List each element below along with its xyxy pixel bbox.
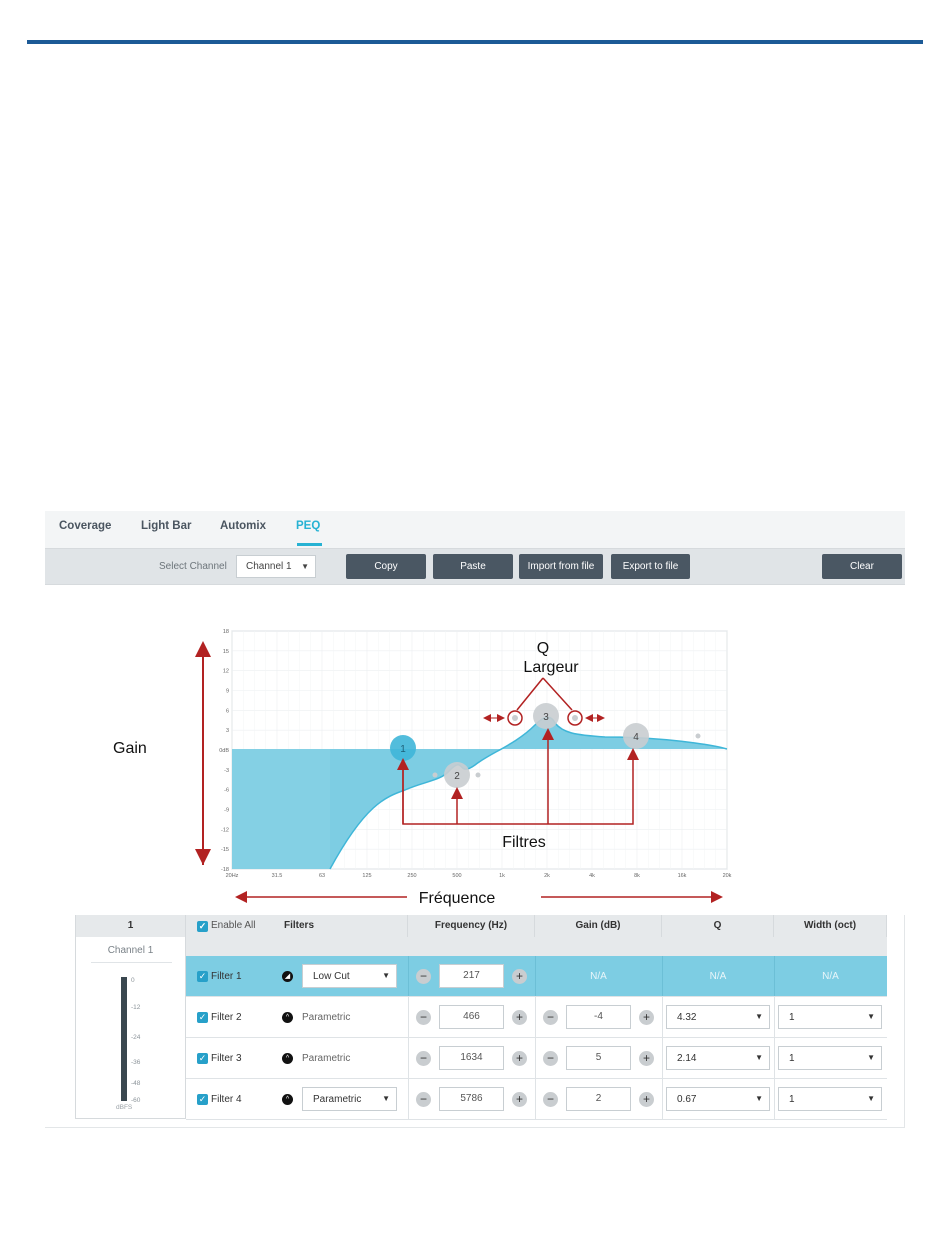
q-handle-3-left[interactable] — [512, 715, 518, 721]
filter-node-4-label: 4 — [633, 732, 639, 743]
channel-divider — [91, 962, 172, 963]
filters-header-cell — [186, 915, 408, 937]
freq-2-minus-button[interactable]: − — [416, 1010, 431, 1025]
width-1-na: N/A — [822, 971, 839, 982]
clear-button[interactable]: Clear — [822, 554, 902, 579]
filter-node-1-label: 1 — [400, 744, 406, 755]
q-header: Q — [662, 915, 774, 937]
level-meter — [121, 977, 127, 1101]
x-tick-label: 20Hz — [225, 873, 239, 879]
toolbar — [45, 548, 905, 585]
gain-3-input[interactable]: 5 — [566, 1046, 631, 1070]
x-tick-label: 20k — [722, 873, 732, 879]
gain-3-minus-button[interactable]: − — [543, 1051, 558, 1066]
meter-tick-48: -48 — [131, 1080, 141, 1087]
filtres-annotation: Filtres — [502, 834, 546, 851]
y-tick-label: 6 — [225, 708, 229, 715]
paste-button[interactable]: Paste — [433, 554, 513, 579]
y-tick-label: -18 — [221, 867, 229, 873]
cell-divider — [408, 997, 409, 1037]
active-tab-indicator — [297, 543, 322, 546]
header-rule — [27, 40, 923, 44]
x-tick-label: 8k — [634, 873, 640, 879]
parametric-icon: ^ — [282, 1094, 293, 1105]
cell-divider — [535, 1038, 536, 1078]
width-3-value: 1 — [789, 1053, 795, 1064]
table-spacer-row — [186, 937, 887, 956]
freq-3-input[interactable]: 1634 — [439, 1046, 504, 1070]
parametric-icon: ^ — [282, 1053, 293, 1064]
x-tick-label: 500 — [452, 873, 462, 879]
q-annotation: Q — [536, 640, 550, 657]
q-3-value: 2.14 — [677, 1053, 697, 1064]
y-tick-label: -6 — [224, 787, 229, 794]
chevron-down-icon: ▼ — [301, 562, 309, 571]
cell-divider — [774, 1038, 775, 1078]
frequency-header: Frequency (Hz) — [408, 915, 535, 937]
gain-2-input[interactable]: -4 — [566, 1005, 631, 1029]
filter-3-checkbox[interactable]: ✓ — [198, 1053, 207, 1063]
y-tick-label: -9 — [224, 807, 229, 814]
enable-all-label: Enable All — [211, 920, 256, 931]
y-tick-label: -3 — [224, 767, 229, 774]
q-1-na: N/A — [709, 971, 727, 982]
cell-divider — [408, 1038, 409, 1078]
y-tick-label: 0dB — [219, 748, 229, 754]
chevron-down-icon: ▼ — [382, 971, 390, 980]
y-tick-label: 18 — [222, 629, 229, 635]
x-axis-ticks — [226, 873, 732, 879]
filter-2-type: Parametric — [302, 1012, 351, 1023]
x-tick-label: 250 — [407, 873, 417, 879]
tab-peq[interactable]: PEQ — [296, 520, 321, 532]
y-tick-label: 9 — [225, 688, 229, 695]
q-3-select[interactable] — [666, 1046, 770, 1070]
filter-row-1[interactable] — [186, 956, 887, 997]
x-tick-label: 4k — [589, 873, 595, 879]
freq-4-plus-button[interactable]: + — [512, 1092, 527, 1107]
gain-4-plus-button[interactable]: + — [639, 1092, 654, 1107]
width-4-select[interactable] — [778, 1087, 882, 1111]
gain-1-na: N/A — [590, 971, 607, 982]
cell-divider — [408, 956, 409, 996]
freq-2-input[interactable]: 466 — [439, 1005, 504, 1029]
freq-3-plus-button[interactable]: + — [512, 1051, 527, 1066]
chevron-down-icon: ▼ — [755, 1053, 763, 1062]
filter-3-name: Filter 3 — [211, 1053, 242, 1064]
gain-4-input[interactable]: 2 — [566, 1087, 631, 1111]
gain-annotation: Gain — [113, 740, 147, 757]
cell-divider — [774, 997, 775, 1037]
meter-unit: dBFS — [116, 1104, 133, 1111]
cell-divider — [535, 1079, 536, 1119]
freq-2-plus-button[interactable]: + — [512, 1010, 527, 1025]
y-tick-label: -12 — [221, 827, 229, 834]
gain-4-minus-button[interactable]: − — [543, 1092, 558, 1107]
width-3-select[interactable] — [778, 1046, 882, 1070]
filter-1-checkbox[interactable]: ✓ — [198, 971, 207, 981]
width-header: Width (oct) — [774, 915, 887, 937]
copy-button[interactable]: Copy — [346, 554, 426, 579]
cell-divider — [662, 1079, 663, 1119]
gain-2-minus-button[interactable]: − — [543, 1010, 558, 1025]
width-4-value: 1 — [789, 1094, 795, 1105]
x-tick-label: 1k — [499, 873, 505, 879]
chevron-down-icon: ▼ — [755, 1094, 763, 1103]
chevron-down-icon: ▼ — [755, 1012, 763, 1021]
freq-1-minus-button[interactable]: − — [416, 969, 431, 984]
width-2-select[interactable] — [778, 1005, 882, 1029]
filter-row-2[interactable] — [186, 997, 887, 1038]
filter-4-type-select[interactable] — [302, 1087, 397, 1111]
cell-divider — [662, 1038, 663, 1078]
filter-1-name: Filter 1 — [211, 971, 242, 982]
q-handle-3-right[interactable] — [572, 715, 578, 721]
channel-number-header: 1 — [75, 915, 186, 937]
channel-meter-panel — [75, 937, 186, 1119]
q-4-select[interactable] — [666, 1087, 770, 1111]
export-button[interactable]: Export to file — [611, 554, 690, 579]
largeur-annotation: Largeur — [523, 659, 579, 676]
filter-1-type-select[interactable] — [302, 964, 397, 988]
meter-tick-0: 0 — [131, 977, 135, 984]
parametric-icon: ^ — [282, 1012, 293, 1023]
chevron-down-icon: ▼ — [382, 1094, 390, 1103]
tab-automix[interactable]: Automix — [220, 520, 266, 532]
q-2-value: 4.32 — [677, 1012, 697, 1023]
select-channel-label: Select Channel — [159, 561, 227, 572]
q-handle-4-right[interactable] — [696, 734, 701, 739]
x-tick-label: 31.5 — [271, 873, 283, 879]
gain-2-plus-button[interactable]: + — [639, 1010, 654, 1025]
x-tick-label: 63 — [318, 873, 326, 879]
cell-divider — [535, 997, 536, 1037]
filter-row-4[interactable] — [186, 1079, 887, 1120]
filter-2-name: Filter 2 — [211, 1012, 242, 1023]
freq-3-minus-button[interactable]: − — [416, 1051, 431, 1066]
chevron-down-icon: ▼ — [867, 1012, 875, 1021]
y-axis-ticks — [219, 629, 229, 873]
filter-node-2-label: 2 — [454, 771, 460, 782]
tab-bar — [45, 511, 905, 548]
x-tick-label: 2k — [544, 873, 550, 879]
gain-3-plus-button[interactable]: + — [639, 1051, 654, 1066]
freq-1-plus-button[interactable]: + — [512, 969, 527, 984]
filter-table — [75, 915, 887, 1119]
filter-4-checkbox[interactable]: ✓ — [198, 1094, 207, 1104]
x-tick-label: 125 — [362, 873, 372, 879]
enable-all-checkbox[interactable]: ✓ — [198, 921, 207, 931]
chevron-down-icon: ▼ — [867, 1094, 875, 1103]
q-2-select[interactable] — [666, 1005, 770, 1029]
y-tick-label: 12 — [222, 668, 229, 675]
y-tick-label: 15 — [222, 648, 229, 655]
filter-4-name: Filter 4 — [211, 1094, 242, 1105]
filter-1-type: Low Cut — [313, 971, 350, 982]
freq-4-minus-button[interactable]: − — [416, 1092, 431, 1107]
filter-4-type: Parametric — [313, 1094, 362, 1105]
y-tick-label: -15 — [221, 847, 229, 854]
meter-tick-36: -36 — [131, 1059, 141, 1066]
freq-4-input[interactable]: 5786 — [439, 1087, 504, 1111]
eq-graph-svg — [45, 585, 905, 915]
filters-header: Filters — [284, 920, 315, 931]
freq-1-input[interactable]: 217 — [439, 964, 504, 988]
y-tick-label: 3 — [225, 728, 229, 735]
filter-3-type: Parametric — [302, 1053, 351, 1064]
channel-select[interactable] — [236, 555, 316, 578]
q-handle-2-right[interactable] — [476, 773, 481, 778]
frequence-annotation: Fréquence — [418, 890, 496, 907]
channel-select-value: Channel 1 — [246, 561, 292, 572]
peq-panel — [45, 511, 905, 1128]
width-2-value: 1 — [789, 1012, 795, 1023]
channel-label: Channel 1 — [107, 945, 154, 956]
q-handle-2-left[interactable] — [433, 773, 438, 778]
meter-tick-12: -12 — [131, 1004, 141, 1011]
tab-coverage[interactable]: Coverage — [59, 520, 112, 532]
tab-light-bar[interactable]: Light Bar — [141, 520, 192, 532]
filter-node-3-label: 3 — [543, 712, 549, 723]
low-cut-icon: ◢ — [282, 971, 293, 982]
meter-tick-24: -24 — [131, 1034, 141, 1041]
gain-header: Gain (dB) — [535, 915, 662, 937]
cell-divider — [774, 1079, 775, 1119]
meter-tick-60: -60 — [131, 1097, 141, 1104]
import-button[interactable]: Import from file — [519, 554, 603, 579]
x-tick-label: 16k — [677, 873, 687, 879]
cell-divider — [408, 1079, 409, 1119]
cell-divider — [662, 997, 663, 1037]
q-4-value: 0.67 — [677, 1094, 697, 1105]
filter-2-checkbox[interactable]: ✓ — [198, 1012, 207, 1022]
eq-graph-area — [45, 585, 905, 915]
chevron-down-icon: ▼ — [867, 1053, 875, 1062]
filter-row-3[interactable] — [186, 1038, 887, 1079]
